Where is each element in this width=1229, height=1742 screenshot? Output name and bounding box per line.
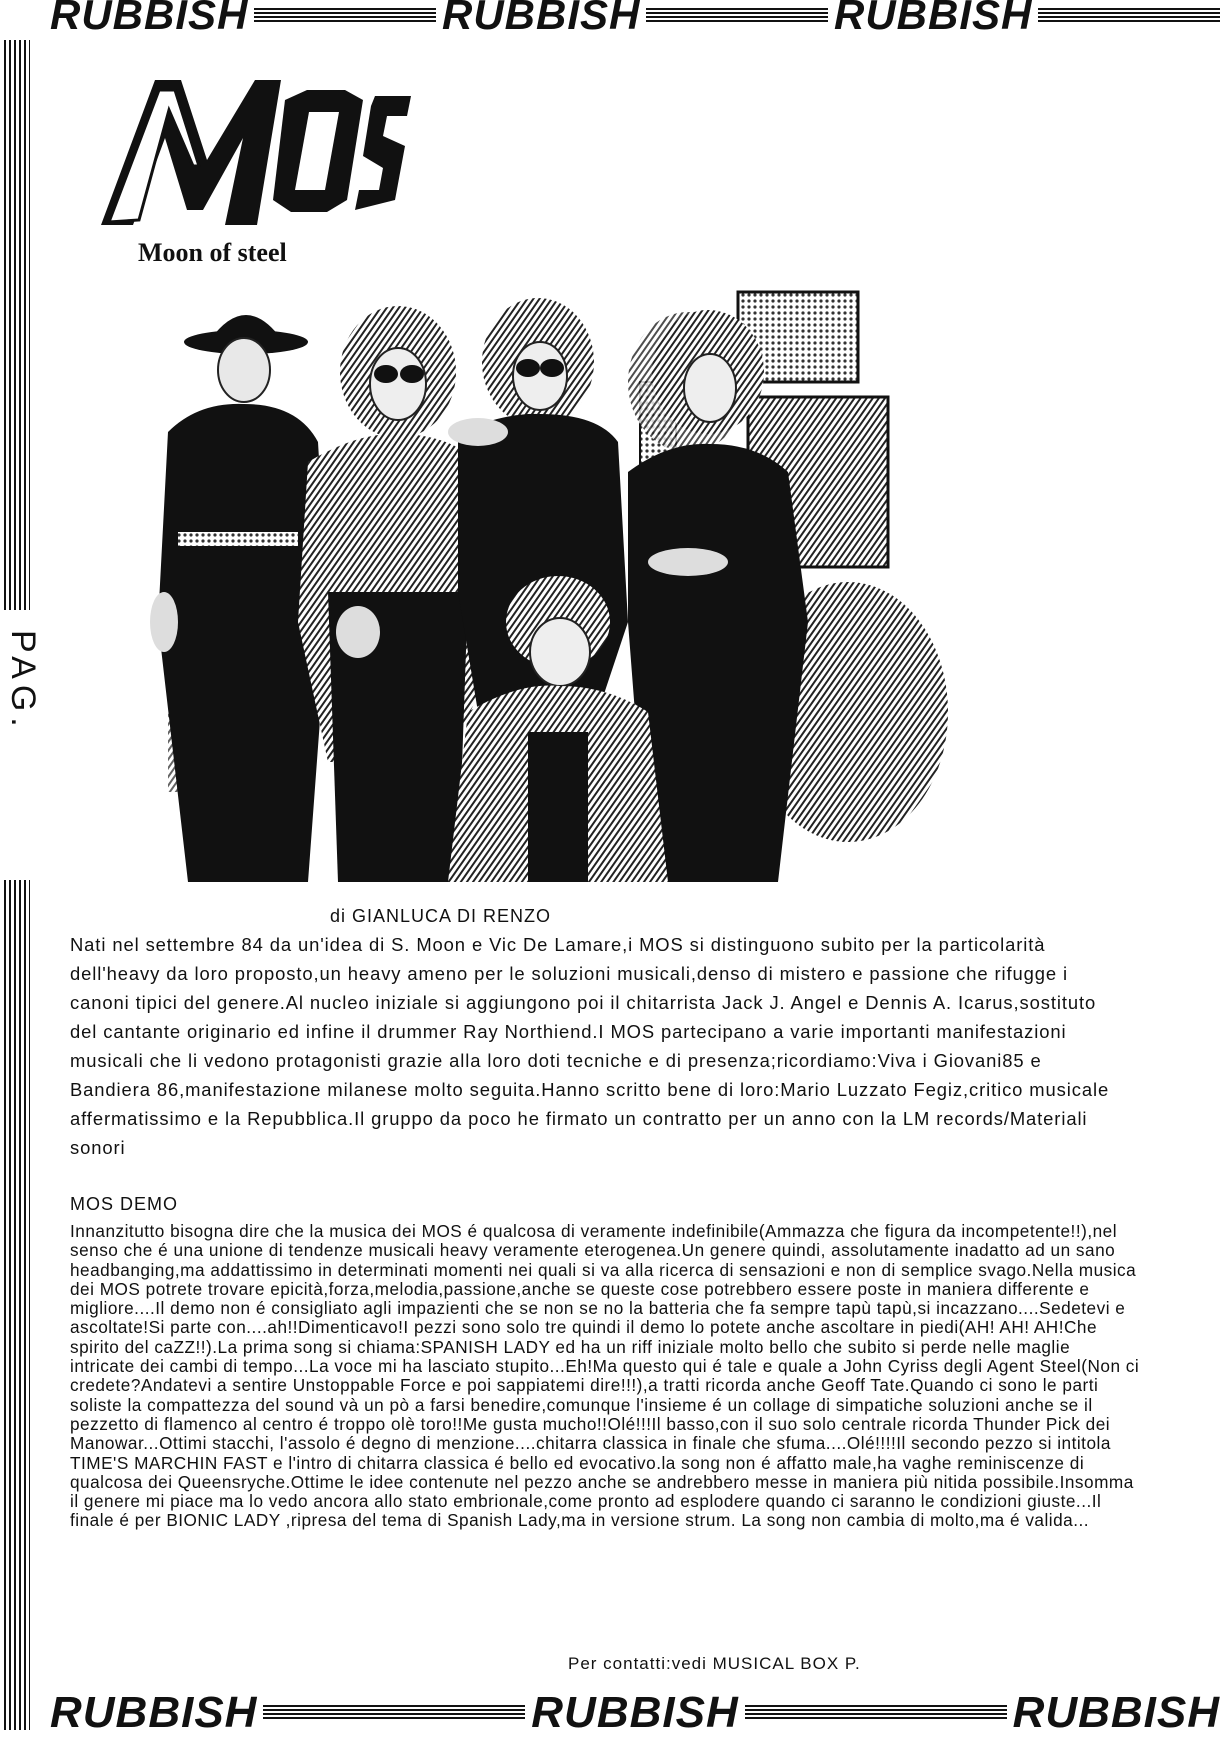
left-vertical-rule-bottom — [4, 880, 30, 1730]
demo-section-title: MOS DEMO — [70, 1194, 179, 1214]
banner-word: RUBBISH — [531, 1688, 739, 1737]
footer-banner — [50, 1690, 1220, 1736]
article-byline: di GIANLUCA DI RENZO — [330, 906, 552, 926]
banner-word: RUBBISH — [442, 0, 641, 38]
page-label: PAG. — [4, 630, 42, 733]
banner-word: RUBBISH — [1012, 1688, 1221, 1737]
left-vertical-rule-top — [4, 40, 30, 610]
banner-rule — [646, 8, 828, 22]
logo-letter-s — [355, 96, 411, 210]
banner-rule — [1038, 8, 1220, 22]
logo-text: MOS — [95, 37, 132, 54]
banner-rule — [254, 8, 436, 22]
contacts-line: Per contatti:vedi MUSICAL BOX P. — [568, 1654, 861, 1673]
logo-subtitle: Moon of steel — [138, 238, 287, 267]
banner-word: RUBBISH — [50, 1688, 258, 1737]
banner-rule — [263, 1705, 525, 1721]
header-banner — [50, 0, 1220, 38]
banner-word: RUBBISH — [834, 0, 1033, 38]
article-intro: Nati nel settembre 84 da un'idea di S. Moon e Vic De Lamare,i MOS si distinguono subito per la particolarità dell'heavy da loro proposto,un heavy ameno per le soluzioni musicali,denso di mistero e passione che rifugge i canoni tipici del genere.Al nucleo iniziale si aggiungono poi il chitarrista Jack J. Angel e Dennis A. Icarus,sostituto del cantante originario ed infine il drummer Ray Northiend.I MOS partecipano a varie importanti manifestazioni musicali che li vedono protagonisti grazie alla loro doti tecniche e di presenza;ricordiamo:Viva i Giovani85 e Bandiera 86,manifestazione milanese molto seguita.Hanno scritto bene di loro:Mario Luzzato Fegiz,critico musicale affermatissimo e la Repubblica.Il gruppo da poco he firmato un contratto per un anno con la LM records/Materiali sonori — [70, 934, 1110, 1158]
banner-rule — [745, 1705, 1007, 1721]
demo-review: Innanzitutto bisogna dire che la musica dei MOS é qualcosa di veramente indefinibile(Ammazza che figura da incompetente!!),nel senso che é una unione di tendenze musicali heavy veramente eterogenea.Un genere quindi, assolutamente inadatto ad un sano headbanging,ma addattissimo in determinati momenti nei quali si va alla ricerca di sensazioni e non di semplice svago.Nella musica dei MOS potrete trovare epicità,forza,melodia,passione,anche se queste cose potrebbero essere poste in maniera differente e migliore....Il demo non é consigliato agli impazienti che se non se no la batteria che fa sempre tapù tapù,si incazzano....Sedetevi e ascoltate!Si parte con....ah!!Dimenticavo!I pezzi sono solo tre quindi il demo lo potete anche ascoltare in piedi(AH! AH! AH!Che spirito del caZZ!!).La prima song si chiama:SPANISH LADY ed ha un riff iniziale molto bello che subito si perde nelle maglie intricate dei cambi di tempo...La voce mi ha lasciato stupito...Eh!Ma questo qui é tale e quale a John Cyriss degli Agent Steel(Non ci credete?Andatevi a sentire Unstoppable Force e poi sappiatemi dire!!!),a tratti ricorda anche Geoff Tate.Quando ci sono le parti soliste la compattezza del sound và un pò a farsi benedire,comunque l'insieme é un collage di simpatiche soluzioni anche se il pezzetto di flamenco al centro é troppo olè toro!!Me gusta mucho!!Olé!!!Il basso,con il suo solo centrale ricorda Thunder Pick dei Manowar...Ottimi stacchi, l'assolo é degno di menzione....chitarra classica in finale che sfuma....Olé!!!!Il secondo pezzo si intitola TIME'S MARCHIN FAST e l'intro di chitarra classica é bello ed evocativo.la song non é affatto male,ha vaghe reminiscenze di qualcosa dei Queensryche.Ottime le idee contenute nel pezzo anche se andrebbero messe in maniera più nitida possibile.Insomma il genere mi piace ma lo vedo ancora allo stato embrionale,come pronto ad esplodere quando ci saranno le condizioni giuste...Il finale é per BIONIC LADY ,ripresa del tema di Spanish Lady,ma in versione strum. La song non cambia di molto,ma é valida... — [70, 1221, 1140, 1531]
banner-word: RUBBISH — [50, 0, 249, 38]
band-photo — [128, 292, 956, 882]
